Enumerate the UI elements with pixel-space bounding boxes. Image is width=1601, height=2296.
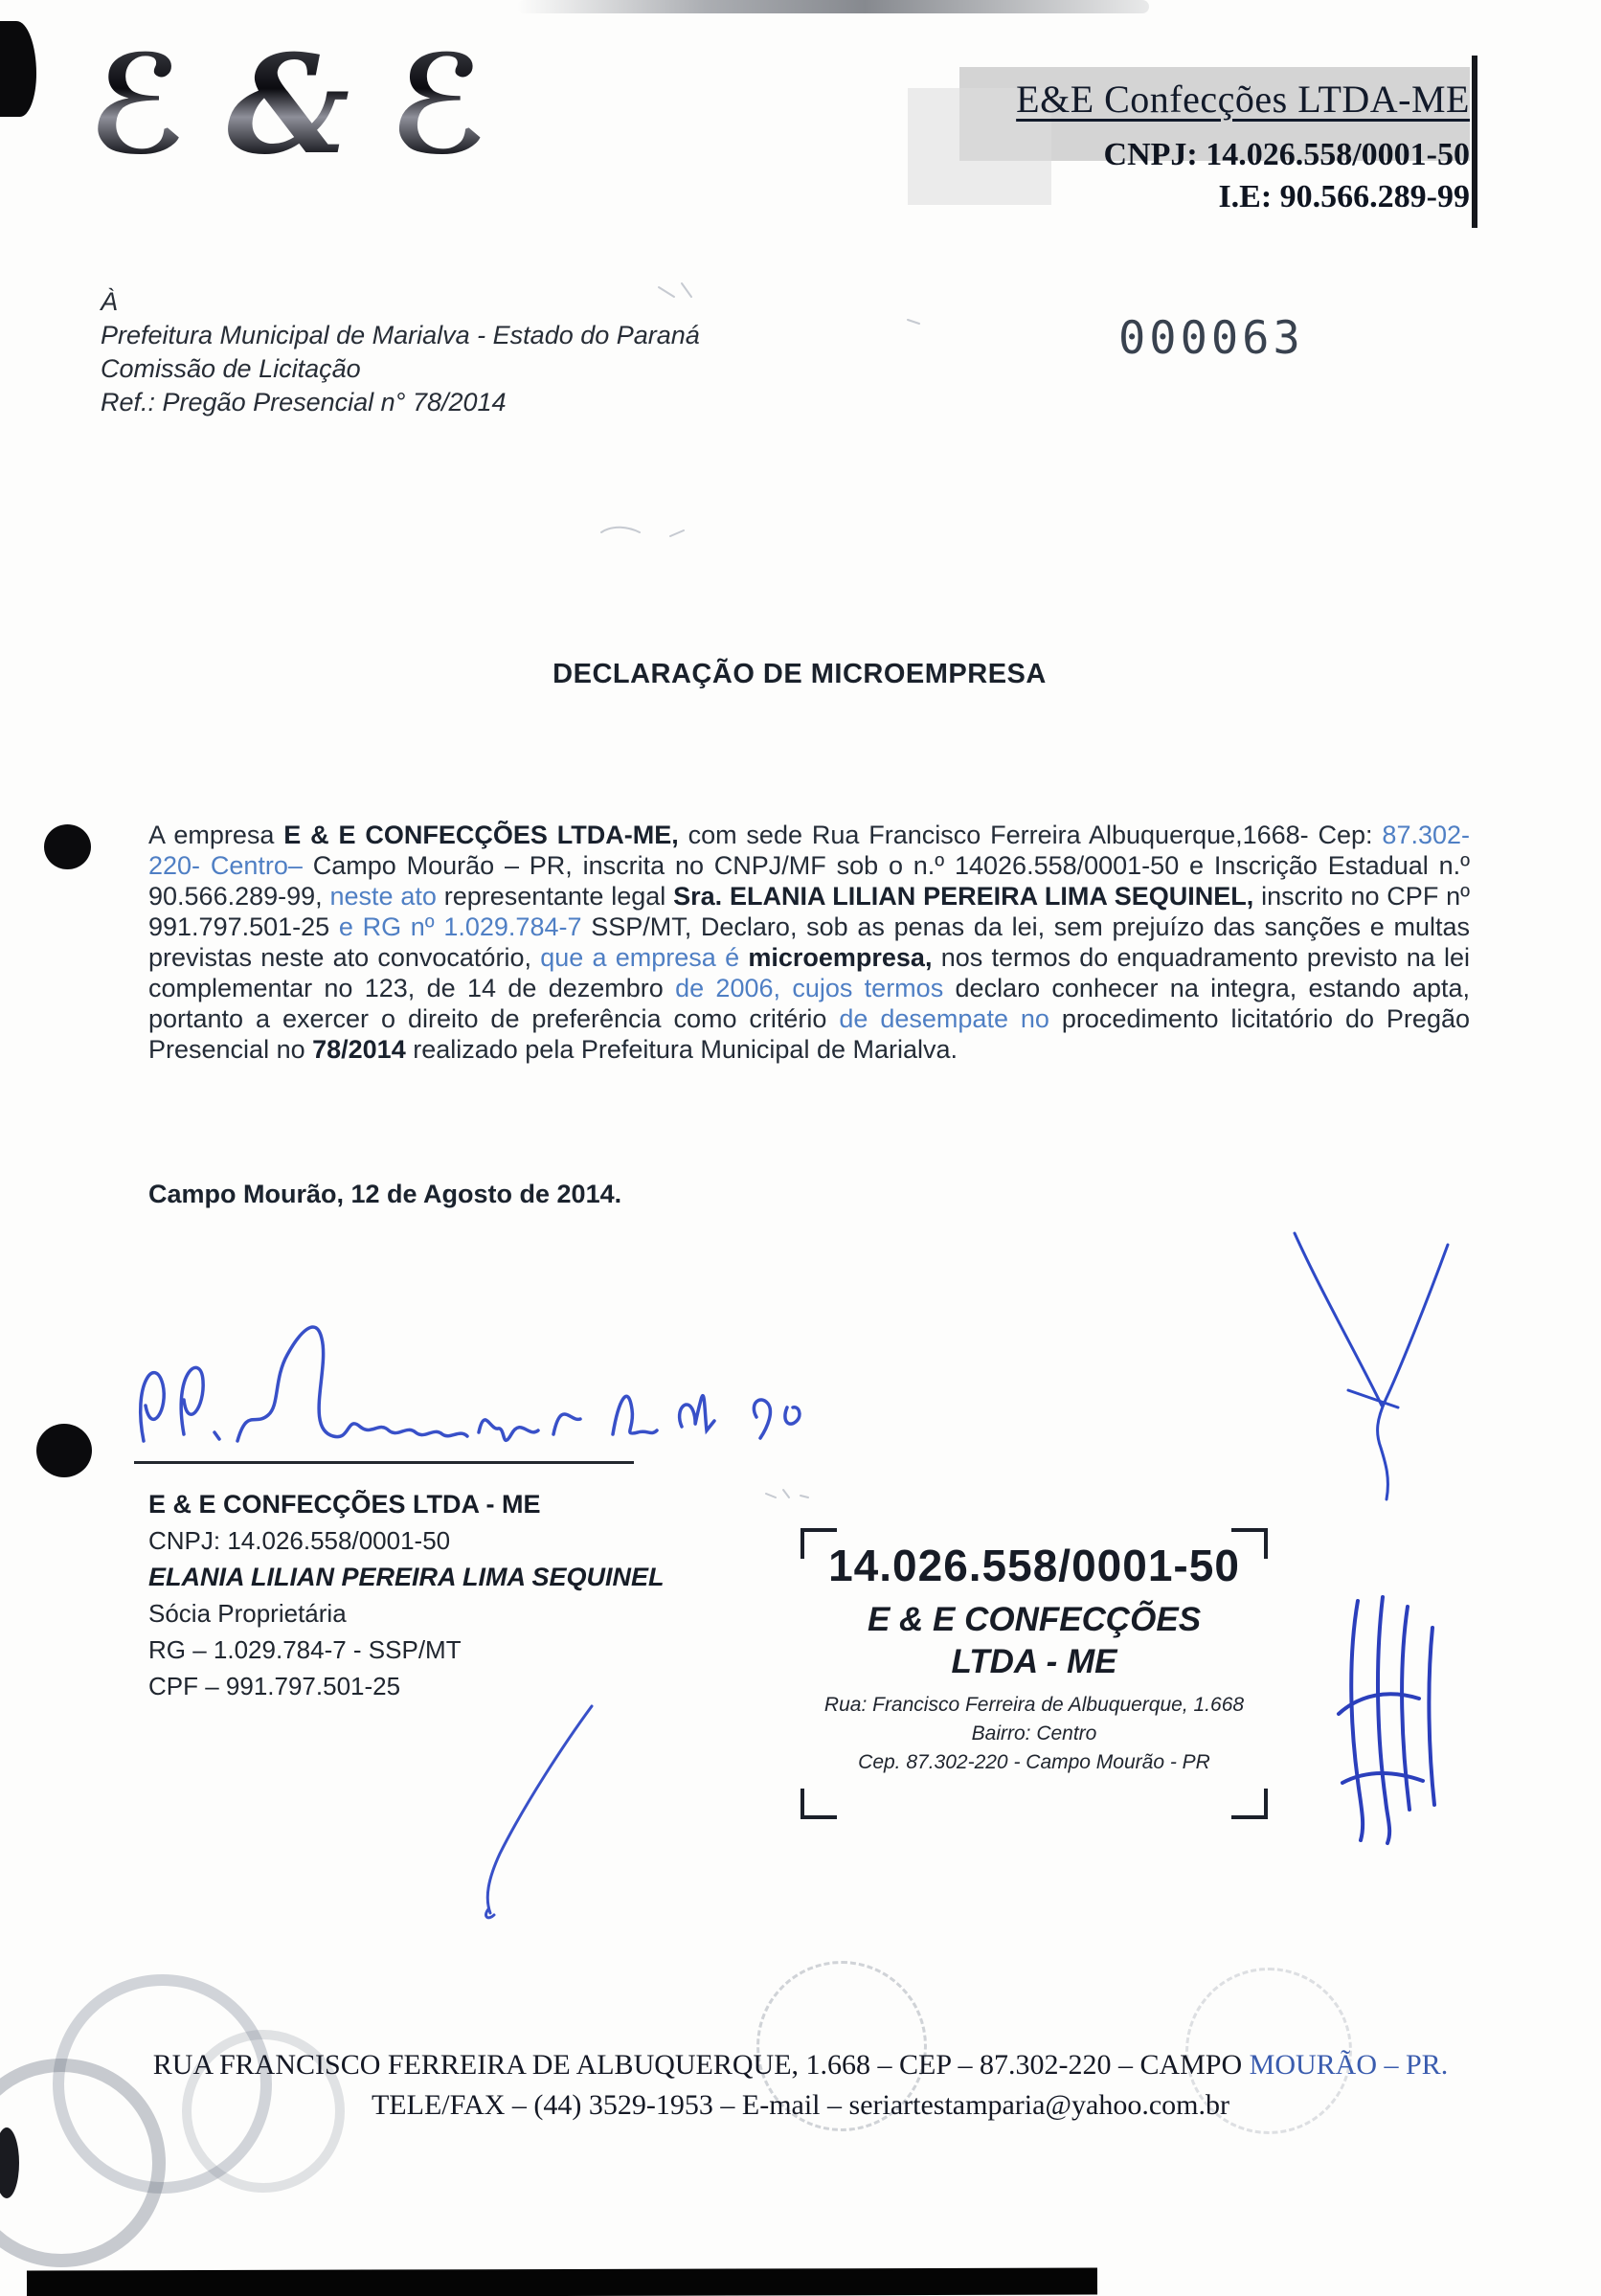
hole-punch-dot bbox=[36, 1424, 92, 1477]
body-text-segment: 87.302-220- Centro– bbox=[148, 821, 1470, 880]
signatory-block bbox=[148, 1486, 665, 1704]
stamp-corner-bracket bbox=[800, 1528, 837, 1559]
body-text-segment: nos termos do enquadramento previsto na lei complementar no 123, de 14 de dezembro bbox=[148, 943, 1471, 1002]
stamp-address-cep: Cep. 87.302-220 - Campo Mourão - PR bbox=[858, 1751, 1210, 1773]
signatory-rg: RG – 1.029.784-7 - SSP/MT bbox=[148, 1635, 462, 1664]
body-text-segment: de 2006, cujos termos bbox=[675, 974, 956, 1002]
stamp-corner-bracket bbox=[800, 1789, 837, 1819]
body-text-segment: Sra. ELANIA LILIAN PEREIRA LIMA SEQUINEL, bbox=[673, 882, 1254, 911]
footer-address-line bbox=[0, 2045, 1601, 2085]
body-text-segment: microempresa, bbox=[748, 943, 933, 972]
stamp-company-name: LTDA - ME bbox=[951, 1643, 1117, 1680]
company-stamp bbox=[795, 1524, 1274, 1823]
stamp-company-name: E & E CONFECÇÕES bbox=[867, 1601, 1202, 1638]
signatory-company: E & E CONFECÇÕES LTDA - ME bbox=[148, 1490, 541, 1519]
body-text-segment: 78/2014 bbox=[312, 1035, 406, 1064]
pen-diagonal-stroke bbox=[486, 1706, 592, 1918]
letterhead-cnpj: CNPJ: 14.026.558/0001-50 bbox=[1103, 137, 1470, 172]
recipient-line: À bbox=[101, 287, 119, 316]
letterhead-state-registration: I.E: 90.566.289-99 bbox=[1218, 179, 1470, 214]
body-text-segment: representante legal bbox=[443, 882, 674, 911]
body-text-segment: realizado pela Prefeitura Municipal de Marialva. bbox=[405, 1035, 958, 1064]
scan-smudge-top bbox=[517, 0, 1149, 13]
letterhead-company-name: E&E Confecções LTDA-ME bbox=[1016, 78, 1470, 121]
footer-contact-line: TELE/FAX – (44) 3529-1953 – E-mail – seriartestamparia@yahoo.com.br bbox=[371, 2089, 1229, 2121]
body-text-segment: E & E CONFECÇÕES LTDA-ME, bbox=[283, 821, 679, 849]
letterhead bbox=[958, 77, 1470, 215]
document-title: DECLARAÇÃO DE MICROEMPRESA bbox=[552, 659, 1047, 689]
company-logo: ℰ & ℰ bbox=[88, 26, 485, 185]
body-text-segment: procedimento licitatório do Pregão Presencial no bbox=[148, 1004, 1470, 1064]
scan-black-bar bbox=[27, 2268, 1097, 2296]
scan-edge-line bbox=[1472, 56, 1477, 228]
signatory-name: ELANIA LILIAN PEREIRA LIMA SEQUINEL bbox=[148, 1563, 665, 1591]
stamp-cnpj: 14.026.558/0001-50 bbox=[828, 1541, 1240, 1590]
footer-address-blue: MOURÃO – PR. bbox=[1249, 2049, 1449, 2081]
recipient-line: Comissão de Licitação bbox=[101, 354, 361, 383]
body-text-segment: A empresa bbox=[148, 821, 284, 849]
body-text-segment: que a empresa é bbox=[540, 943, 749, 972]
body-text-segment: com sede Rua Francisco Ferreira Albuquerque,1668- Cep: bbox=[678, 821, 1383, 849]
signature-stroke bbox=[141, 1327, 800, 1441]
stamp-corner-bracket bbox=[1231, 1789, 1268, 1819]
body-text-segment: SSP/MT, Declaro, sob as penas da lei, sem prejuízo das sanções e multas previstas neste ato convocatório, bbox=[148, 912, 1470, 972]
scan-black-corner bbox=[0, 21, 36, 117]
pen-scribble bbox=[1339, 1597, 1434, 1843]
hole-punch-dot bbox=[44, 824, 91, 869]
signatory-cpf: CPF – 991.797.501-25 bbox=[148, 1672, 401, 1700]
body-text-segment: declaro conhecer na integra, estando apta, portanto a exercer o direito de preferência como critério bbox=[148, 974, 1470, 1033]
recipient-line: Prefeitura Municipal de Marialva - Estado do Paraná bbox=[101, 321, 700, 349]
footer-address-black: RUA FRANCISCO FERREIRA DE ALBUQUERQUE, 1.668 – CEP – 87.302-220 – CAMPO bbox=[152, 2049, 1250, 2081]
body-text-segment: inscrito no CPF nº 991.797.501-25 bbox=[148, 882, 1471, 941]
body-text-segment: e RG nº 1.029.784-7 bbox=[338, 912, 592, 941]
body-text-segment: de desempate no bbox=[839, 1004, 1062, 1033]
signatory-role: Sócia Proprietária bbox=[148, 1599, 347, 1628]
body-text-segment: Campo Mourão – PR, inscrita no CNPJ/MF sob o n.º 14026.558/0001-50 e Inscrição Estadual n.º 90.566.289-99, bbox=[148, 851, 1470, 911]
stamp-address-street: Rua: Francisco Ferreira de Albuquerque, 1.668 bbox=[823, 1694, 1245, 1716]
signature-line bbox=[134, 1461, 634, 1464]
stamp-corner-bracket bbox=[1231, 1528, 1268, 1559]
page-stamp-number: 000063 bbox=[1118, 312, 1304, 365]
stamp-address-district: Bairro: Centro bbox=[971, 1722, 1097, 1745]
body-paragraph bbox=[148, 820, 1470, 1065]
recipient-block bbox=[101, 285, 700, 419]
footer bbox=[0, 2045, 1601, 2126]
date-line: Campo Mourão, 12 de Agosto de 2014. bbox=[148, 1180, 622, 1208]
recipient-line: Ref.: Pregão Presencial n° 78/2014 bbox=[101, 388, 507, 416]
pen-check-stroke bbox=[1295, 1233, 1448, 1499]
body-text-segment: neste ato bbox=[329, 882, 444, 911]
signatory-cnpj: CNPJ: 14.026.558/0001-50 bbox=[148, 1526, 451, 1555]
